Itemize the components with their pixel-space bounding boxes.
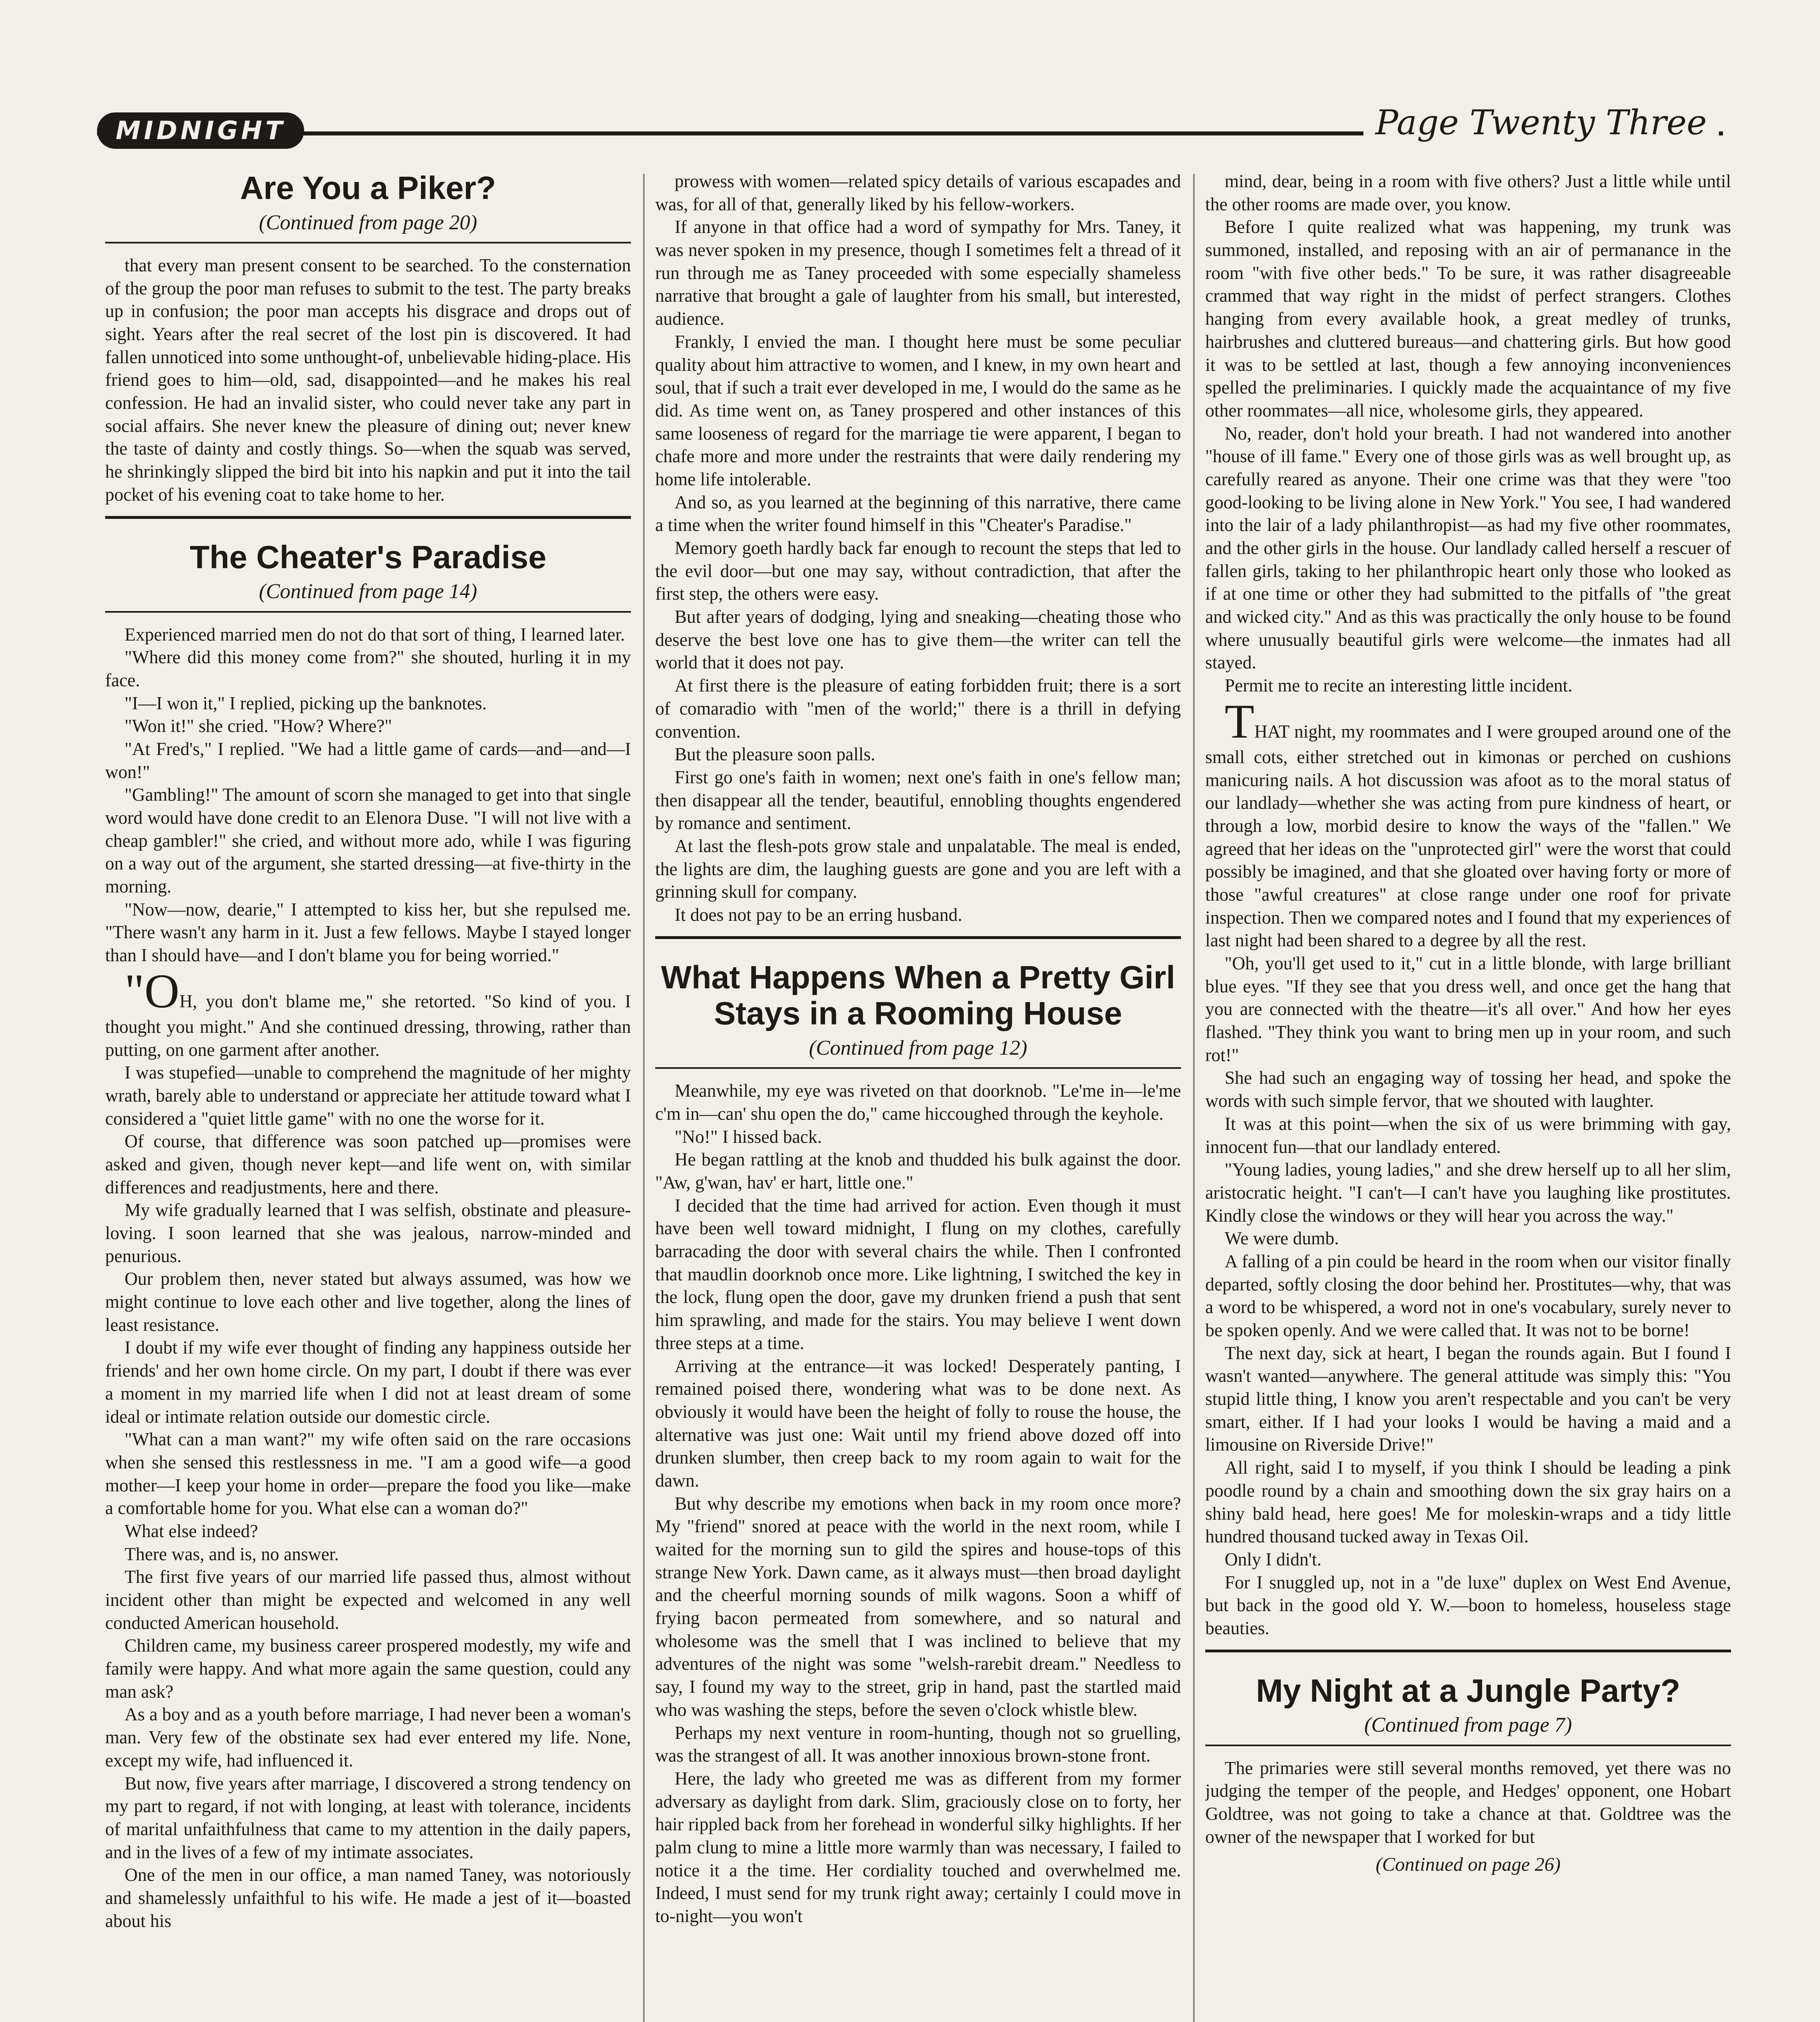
article-title: Are You a Piker?	[240, 170, 496, 206]
article-body	[655, 1079, 1181, 1927]
paragraph: He began rattling at the knob and thudded his bulk against the door. "Aw, g'wan, hav' er hart, little one."	[655, 1149, 1181, 1193]
paragraph: What else indeed?	[125, 1521, 258, 1541]
column-3	[1205, 170, 1731, 2022]
paragraph: There was, and is, no answer.	[125, 1544, 339, 1564]
paragraph: A falling of a pin could be heard in the room when our visitor finally departed, softly closing the door behind her. Prostitutes—why, that was a word to be whispered, a word not in one's vocabulary, surely never to be spoken openly. And we were called that. It was not to be borne!	[1205, 1251, 1731, 1340]
article-title: My Night at a Jungle Party?	[1256, 1672, 1680, 1709]
paragraph: If anyone in that office had a word of sympathy for Mrs. Taney, it was never spoken in my presence, though I sometimes felt a thread of it run through me as Taney proceeded with some especially shameless narrative that brought a gale of laughter from his small, but interested, audience.	[655, 217, 1181, 329]
paragraph: No, reader, don't hold your breath. I had not wandered into another "house of ill fame." Every one of those girls was as well brought up, as carefully reared as anyone. Their one crime was that they were "too good-looking to be living alone in New York." You see, I had wandered into the lair of a lady philanthropist—as had my five other roommates, and the other girls in the house. Our landlady called herself a rescuer of fallen girls, taking to her philanthropic heart only those who looked as if at one time or other they had submitted to the pitfalls of "the great and wicked city." And as this was practically the only house to be found where unusually beautiful girls were welcome—the inmates had all stayed.	[1205, 423, 1731, 673]
paragraph: We were dumb.	[1225, 1228, 1339, 1249]
article-are-you-a-piker	[105, 170, 631, 519]
continued-from: (Continued from page 12)	[809, 1036, 1027, 1060]
paragraph: THAT night, my roommates and I were grouped around one of the small cots, either stretched out in kimonas or perched on cushions manicuring nails. A hot discussion was afoot as to the moral status of our landlady—whether she was acting from pure kindness of heart, or through a low, morbid desire to know the ways of the "fallen." We agreed that her ideas on the "unprotected girl" were the worst that could possibly be imagined, and that she gloated over having forty or more of those "awful creatures" at close range under one roof for private inspection. Then we compared notes and I found that my experiences of last night had been shared to a degree by all the rest.	[1205, 694, 1731, 951]
paragraph: Perhaps my next venture in room-hunting, though not so gruelling, was the strangest of all. It was another innoxious brown-stone front.	[655, 1722, 1181, 1766]
paragraph: And so, as you learned at the beginning of this narrative, there came a time when the writer found himself in this "Cheater's Paradise."	[655, 492, 1181, 535]
paragraph: Experienced married men do not do that sort of thing, I learned later.	[125, 624, 625, 645]
paragraph: mind, dear, being in a room with five others? Just a little while until the other rooms are made over, you know.	[1205, 171, 1731, 214]
article-body	[105, 623, 631, 1933]
paragraph: But now, five years after marriage, I discovered a strong tendency on my part to regard, if not with longing, at least with tolerance, incidents of marital unfaithfulness that came to my attention in the daily papers, and in the lives of a few of my intimate associates.	[105, 1773, 631, 1862]
title-rule	[655, 1067, 1181, 1069]
paragraph: Here, the lady who greeted me was as different from my former adversary as daylight from dark. Slim, graciously close on to forty, her hair rippled back from her forehead in wonderful silky highlights. If her palm clung to mine a little more warmly than was necessary, I failed to notice it a the time. Her cordiality touched and overwhelmed me. Indeed, I must send for my trunk right away; certainly I could move in to-night—you won't	[655, 1768, 1181, 1927]
paragraph: Only I didn't.	[1225, 1549, 1322, 1569]
page-header	[0, 0, 1820, 170]
article-jungle-party	[1205, 1673, 1731, 1878]
section-divider	[105, 516, 631, 519]
paragraph: "Young ladies, young ladies," and she drew herself up to all her slim, aristocratic height. "I can't—I can't have you laughing like prostitutes. Kindly close the windows or they will hear you across the way."	[1205, 1159, 1731, 1226]
paragraph: But after years of dodging, lying and sneaking—cheating those who deserve the best love one has to give them—the writer can tell the world that it does not pay.	[655, 607, 1181, 673]
paragraph: For I snuggled up, not in a "de luxe" duplex on West End Avenue, but back in the good old Y. W.—boon to homeless, houseless stage beauties.	[1205, 1572, 1731, 1638]
paragraph: Memory goeth hardly back far enough to recount the steps that led to the evil door—but one may say, without contradiction, that after the first step, the others were easy.	[655, 538, 1181, 604]
paragraph: "OH, you don't blame me," she retorted. "So kind of you. I thought you might." And she continued dressing, throwing, rather than putting, on one garment after another.	[105, 964, 631, 1060]
paragraph: "No!" I hissed back.	[675, 1126, 822, 1147]
paragraph: All right, said I to myself, if you think I should be leading a pink poodle round by a chain and smoothing down the six gray hairs on a shiny bald head, here goes! Me for moleskin-wraps and a tidy little hundred thousand tucked away in Texas Oil.	[1205, 1457, 1731, 1547]
article-body	[1205, 1757, 1731, 1849]
paragraph: The primaries were still several months removed, yet there was no judging the temper of the people, and Hedges' opponent, one Hobart Goldtree, was not going to take a chance at that. Goldtree was the owner of the newspaper that I worked for but	[1205, 1758, 1731, 1847]
column-rule	[643, 174, 645, 2022]
paragraph: It was at this point—when the six of us were brimming with gay, innocent fun—that our landlady entered.	[1205, 1113, 1731, 1157]
paragraph: The first five years of our married life passed thus, almost without incident other than might be expected and welcomed in any well conducted American household.	[105, 1567, 631, 1633]
page-number-label: Page Twenty Three	[1363, 100, 1719, 145]
paragraph: The next day, sick at heart, I began the rounds again. But I found I wasn't wanted—anywhere. The general attitude was simply this: "You stupid little thing, I know you aren't respectable and you can't be very smart, either. If I had your looks I would be having a maid and a limousine on Riverside Drive!"	[1205, 1343, 1731, 1455]
article-title: What Happens When a Pretty Girl Stays in a Rooming House	[661, 959, 1175, 1032]
article-pretty-girl-continued	[1205, 170, 1731, 1652]
paragraph: Before I quite realized what was happening, my trunk was summoned, installed, and reposing with an air of permanance in the room "with five other beds." To be sure, it was rather disagreeable crammed that way right in the midst of perfect strangers. Clothes hanging from every available hook, a great medley of trunks, hairbrushes and cluttered bureaus—and chattering girls. But how good it was to be settled at last, though a few annoying inconveniences spelled the preliminaries. I quickly made the acquaintance of my five other roommates—all nice, wholesome girls, they appeared.	[1205, 217, 1731, 421]
paragraph: "At Fred's," I replied. "We had a little game of cards—and—and—I won!"	[105, 738, 631, 782]
title-rule	[1205, 1745, 1731, 1746]
paragraph: At last the flesh-pots grow stale and unpalatable. The meal is ended, the lights are dim, the laughing guests are gone and you are left with a grinning skull for company.	[655, 835, 1181, 902]
paragraph: She had such an engaging way of tossing her head, and spoke the words with such simple fervor, that we shouted with laughter.	[1205, 1068, 1731, 1111]
column-2	[655, 170, 1181, 2022]
paragraph: "I—I won it," I replied, picking up the banknotes.	[125, 693, 487, 713]
section-divider	[1205, 1650, 1731, 1652]
article-cheaters-paradise-continued	[655, 170, 1181, 939]
paragraph: Of course, that difference was soon patched up—promises were asked and given, though never kept—and life went on, with similar differences and readjustments, here and there.	[105, 1131, 631, 1197]
paragraph: Meanwhile, my eye was riveted on that doorknob. "Le'me in—le'me c'm in—can' shu open the do," came hiccoughed through the keyhole.	[655, 1081, 1181, 1124]
paragraph: Permit me to recite an interesting little incident.	[1225, 675, 1572, 696]
paragraph: But the pleasure soon palls.	[675, 744, 876, 765]
section-divider	[655, 936, 1181, 939]
paragraph: It does not pay to be an erring husband.	[675, 905, 963, 925]
article-body	[105, 254, 631, 506]
article-title: The Cheater's Paradise	[190, 539, 546, 575]
continued-from: (Continued from page 7)	[1364, 1713, 1572, 1737]
paragraph: Our problem then, never stated but always assumed, was how we might continue to love each other and live together, along the lines of least resistance.	[105, 1269, 631, 1335]
paragraph: One of the men in our office, a man named Taney, was notoriously and shamelessly unfaithful to his wife. He made a jest of it—boasted about his	[105, 1865, 631, 1931]
magazine-logo: MIDNIGHT	[97, 112, 304, 149]
article-cheaters-paradise	[105, 539, 631, 1933]
continued-from: (Continued from page 14)	[259, 580, 477, 603]
paragraph: My wife gradually learned that I was selfish, obstinate and pleasure-loving. I soon learned that she was jealous, narrow-minded and penurious.	[105, 1200, 631, 1266]
paragraph: I decided that the time had arrived for action. Even though it must have been well toward midnight, I flung on my clothes, carefully barracading the door with several chairs the while. Then I confronted that maudlin doorknob once more. Like lightning, I switched the key in the lock, flung open the door, gave my drunken friend a push that sent him sprawling, and made for the stairs. You may believe I went down three steps at a time.	[655, 1195, 1181, 1353]
continued-on: (Continued on page 26)	[1376, 1854, 1561, 1876]
paragraph: Arriving at the entrance—it was locked! Desperately panting, I remained poised there, wondering what was to be done next. As obviously it would have been the height of folly to rouse the house, the alternative was just one: Wait until my friend above dozed off into drunken slumber, then creep back to my room again to wait for the dawn.	[655, 1356, 1181, 1491]
paragraph: "What can a man want?" my wife often said on the rare occasions when she sensed this restlessness in me. "I am a good wife—a good mother—I keep your home in order—prepare the food you like—make a comfortable home for you. What else can a woman do?"	[105, 1429, 631, 1519]
paragraph: that every man present consent to be searched. To the consternation of the group the poor man refuses to submit to the test. The party breaks up in confusion; the poor man accepts his disgrace and drops out of sight. Years after the real secret of the lost pin is discovered. It had fallen unnoticed into some unthought-of, unbelievable hiding-place. His friend goes to him—old, sad, disappointed—and he makes his real confession. He had an invalid sister, who could never take any part in social affairs. She never knew the pleasure of dining out; never knew the taste of dainty and costly things. So—when the squab was served, he shrinkingly slipped the bird bit into his napkin and put it into the tail pocket of his evening coat to take home to her.	[105, 255, 631, 505]
paragraph: "Gambling!" The amount of scorn she managed to get into that single word would have done credit to an Elenora Duse. "I will not live with a cheap gambler!" she cried, and without more ado, while I was figuring on a way out of the argument, she started dressing—at five-thirty in the morning.	[105, 785, 631, 897]
paragraph: At first there is the pleasure of eating forbidden fruit; there is a sort of comaradio with "men of the world;" there is a thrill in defying convention.	[655, 675, 1181, 742]
paragraph: Children came, my business career prospered modestly, my wife and family were happy. And what more again the same question, could any man ask?	[105, 1635, 631, 1702]
paragraph: "Now—now, dearie," I attempted to kiss her, but she repulsed me. "There wasn't any harm in it. Just a few fellows. Maybe I stayed longer than I should have—and I don't blame you for being worried."	[105, 899, 631, 966]
paragraph: I doubt if my wife ever thought of finding any happiness outside her friends' and her own home circle. On my part, I doubt if there was ever a moment in my married life when I did not at least dream of some ideal or intimate relation outside our domestic circle.	[105, 1337, 631, 1427]
title-rule	[105, 611, 631, 613]
continued-from: (Continued from page 20)	[259, 211, 477, 234]
paragraph: "Won it!" she cried. "How? Where?"	[125, 716, 392, 736]
paragraph: As a boy and as a youth before marriage, I had never been a woman's man. Very few of the obstinate sex had ever entered my life. None, except my wife, had influenced it.	[105, 1704, 631, 1770]
paragraph: Frankly, I envied the man. I thought here must be some peculiar quality about him attractive to women, and I knew, in my own heart and soul, that if such a trait ever developed in me, I would do the same as he did. As time went on, as Taney prospered and other instances of this same looseness of regard for the marriage tie were apparent, I began to chafe more and more under the restraints that were daily rendering my home life intolerable.	[655, 331, 1181, 489]
paragraph: I was stupefied—unable to comprehend the magnitude of her mighty wrath, barely able to understand or appreciate her attitude toward what I considered a "quiet little game" with no one the worse for it.	[105, 1062, 631, 1129]
paragraph: "Oh, you'll get used to it," cut in a little blonde, with large brilliant blue eyes. "If they see that you dress well, and once get the hang that you are connected with the theatre—it's all over." And how her eyes flashed. "They think you want to bring men up in your room, and such rot!"	[1205, 953, 1731, 1065]
paragraph: First go one's faith in women; next one's faith in one's fellow man; then disappear all the tender, beautiful, ennobling thoughts engendered by romance and sentiment.	[655, 767, 1181, 833]
column-1	[105, 170, 631, 2022]
article-pretty-girl-rooming-house	[655, 959, 1181, 1928]
paragraph: "Where did this money come from?" she shouted, hurling it in my face.	[105, 647, 631, 690]
paragraph: But why describe my emotions when back in my room once more? My "friend" snored at peace with the world in the next room, while I waited for the morning sun to gild the spires and house-tops of this strange New York. Dawn came, as it always must—then broad daylight and the cheerful morning sounds of milk wagons. Soon a whiff of frying bacon permeated from somewhere, and so natural and wholesome was the smell that I was inclined to believe that my adventures of the night was some "welsh-rarebit dream." Needless to say, I found my way to the street, grip in hand, past the startled maid who was washing the steps, before the seven o'clock whistle blew.	[655, 1493, 1181, 1720]
column-rule	[1193, 174, 1195, 2022]
title-rule	[105, 242, 631, 243]
paragraph: prowess with women—related spicy details of various escapades and was, for all of that, generally liked by his fellow-workers.	[655, 171, 1181, 214]
